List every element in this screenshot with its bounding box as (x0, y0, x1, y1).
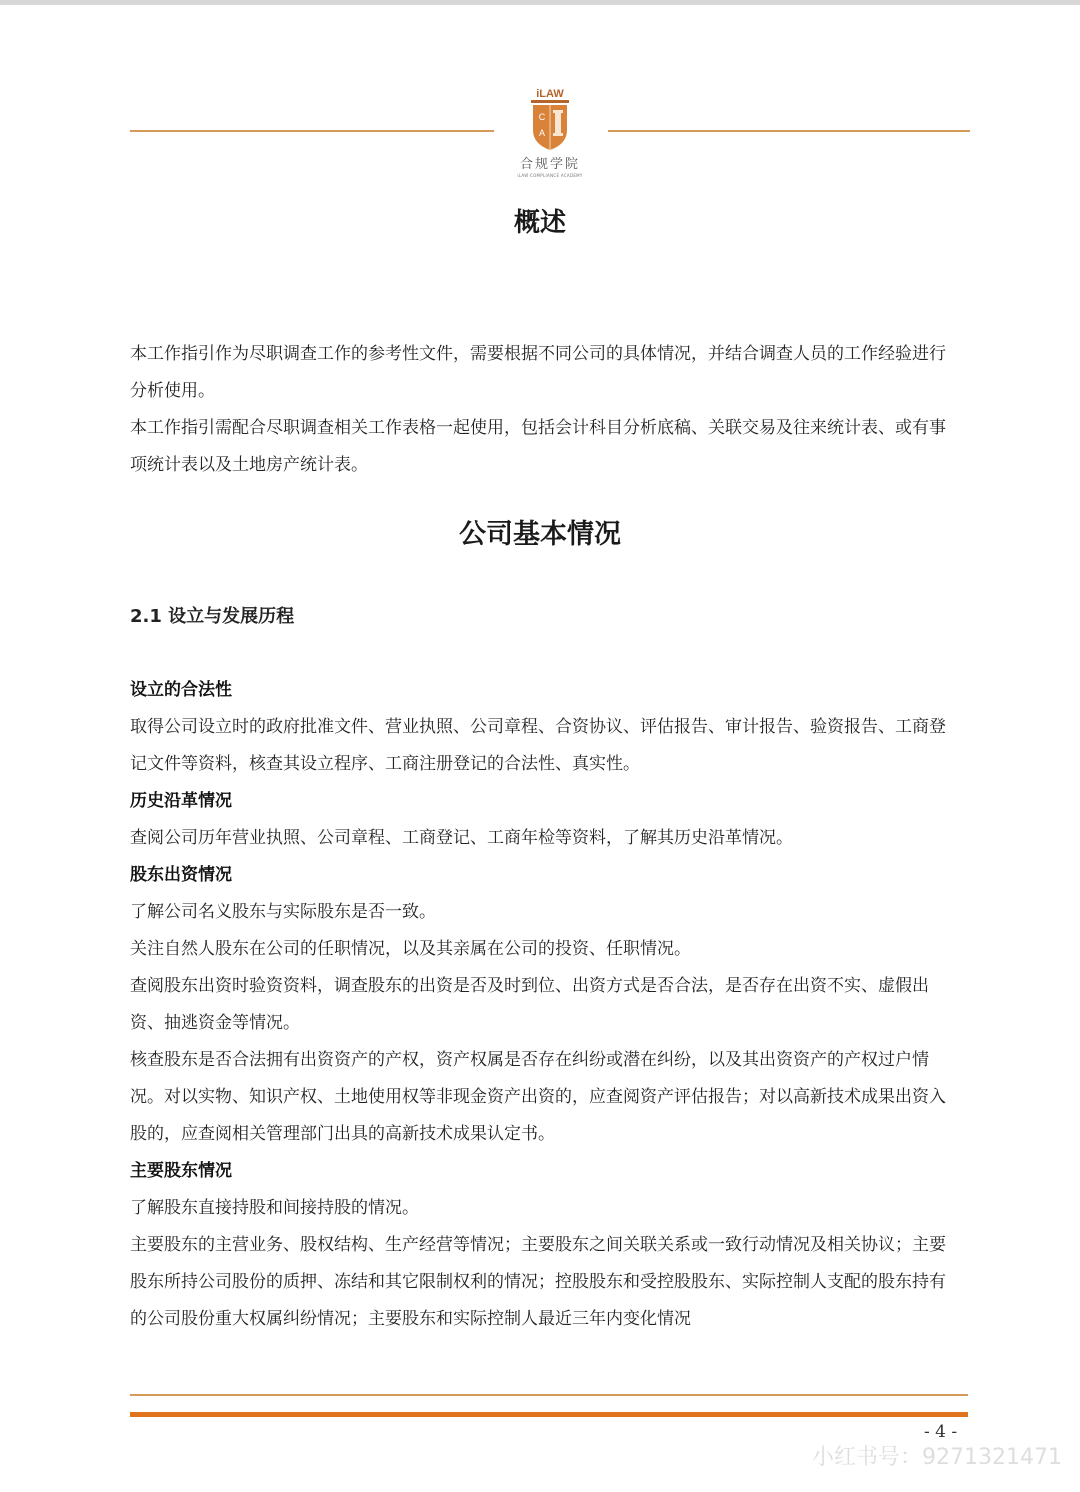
body-paragraph: 取得公司设立时的政府批准文件、营业执照、公司章程、合资协议、评估报告、审计报告、验资报告、工商登记文件等资料，核查其设立程序、工商注册登记的合法性、真实性。 (130, 717, 946, 774)
academy-name-cn: 合规学院 (519, 157, 580, 172)
body-paragraph: 主要股东的主营业务、股权结构、生产经营等情况；主要股东之间关联关系或一致行动情况及相关协议；主要股东所持公司股份的质押、冻结和其它限制权利的情况；控股股东和受控股股东、实际控制人支配的股东持有的公司股份重大权属纠纷情况；主要股东和实际控制人最近三年内变化情况 (130, 1235, 946, 1329)
section-title-company-basics: 公司基本情况 (459, 519, 621, 550)
top-edge-strip (0, 0, 1080, 5)
subsection-heading: 股东出资情况 (130, 865, 232, 885)
body-paragraph: 关注自然人股东在公司的任职情况，以及其亲属在公司的投资、任职情况。 (130, 939, 691, 959)
intro-paragraphs (130, 336, 952, 484)
academy-logo (500, 86, 600, 178)
academy-logo-icon (528, 86, 572, 152)
svg-text:iLAW: iLAW (536, 88, 564, 100)
footer-rule-thick (130, 1412, 968, 1417)
svg-text:A: A (538, 128, 546, 138)
body-paragraph: 了解股东直接持股和间接持股的情况。 (130, 1198, 419, 1218)
footer-rule-thin (130, 1394, 968, 1396)
page-number: - 4 - (924, 1422, 958, 1442)
subsection-title: 2.1 设立与发展历程 (130, 606, 295, 627)
svg-text:C: C (538, 112, 546, 122)
body-content (130, 672, 952, 1338)
body-paragraph: 查阅股东出资时验资资料，调查股东的出资是否及时到位、出资方式是否合法，是否存在出资不实、虚假出资、抽逃资金等情况。 (130, 976, 929, 1033)
body-paragraph: 查阅公司历年营业执照、公司章程、工商登记、工商年检等资料，了解其历史沿革情况。 (130, 828, 793, 848)
academy-name-en: iLAW COMPLIANCE ACADEMY (517, 173, 583, 178)
section-title-overview: 概述 (513, 208, 566, 238)
header-rule-right (608, 130, 970, 132)
header-rule-left (130, 130, 494, 132)
body-paragraph: 了解公司名义股东与实际股东是否一致。 (130, 902, 436, 922)
subsection-heading: 设立的合法性 (130, 680, 232, 700)
intro-paragraph: 本工作指引作为尽职调查工作的参考性文件，需要根据不同公司的具体情况，并结合调查人员的工作经验进行分析使用。 (130, 344, 946, 401)
intro-paragraph: 本工作指引需配合尽职调查相关工作表格一起使用，包括会计科目分析底稿、关联交易及往来统计表、或有事项统计表以及土地房产统计表。 (130, 418, 946, 475)
watermark: 小红书号：9271321471 (812, 1445, 1062, 1470)
subsection-heading: 历史沿革情况 (130, 791, 232, 811)
body-paragraph: 核查股东是否合法拥有出资资产的产权，资产权属是否存在纠纷或潜在纠纷，以及其出资资产的产权过户情况。对以实物、知识产权、土地使用权等非现金资产出资的，应查阅资产评估报告；对以高新技术成果出资入股的，应查阅相关管理部门出具的高新技术成果认定书。 (130, 1050, 946, 1144)
subsection-heading: 主要股东情况 (130, 1161, 232, 1181)
